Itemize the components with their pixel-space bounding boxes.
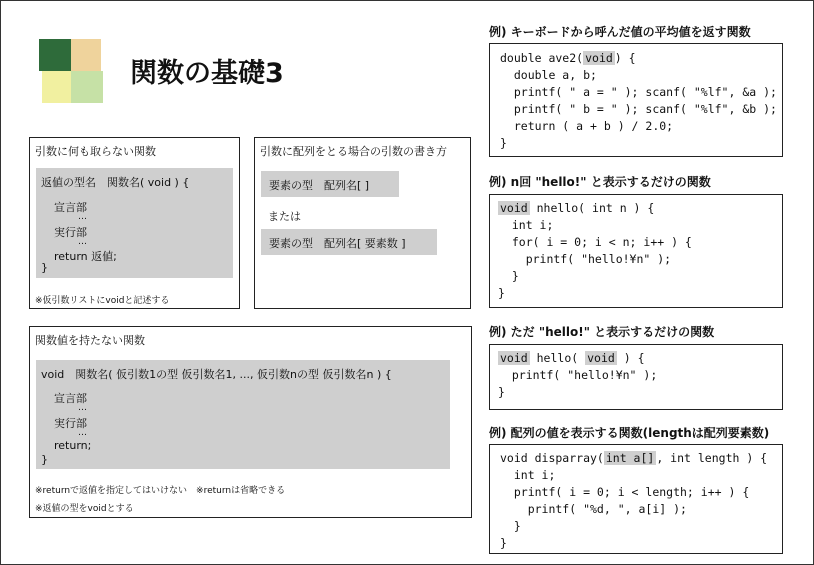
example-heading: 例) ただ "hello!" と表示するだけの関数 (489, 325, 715, 339)
code-text: hello( (529, 351, 586, 365)
logo-square-yellow (42, 71, 73, 103)
void-highlight: void (500, 351, 528, 365)
note: ※返値の型をvoidとする (35, 504, 134, 514)
code-line: for( i = 0; i < n; i++ ) { (498, 235, 692, 249)
ellipsis: … (78, 428, 87, 438)
code-line: } (41, 261, 48, 274)
code-line: printf( i = 0; i < length; i++ ) { (500, 485, 750, 499)
ellipsis: … (78, 212, 87, 222)
code-text: nhello( int n ) { (529, 201, 655, 215)
box-heading: 関数値を持たない関数 (35, 334, 145, 347)
note: ※仮引数リストにvoidと記述する (35, 296, 170, 306)
code-text: ) { (614, 51, 636, 65)
ellipsis: … (78, 237, 87, 247)
array-arg-box (254, 137, 471, 309)
code-line: } (498, 385, 505, 399)
example-heading: 例) 配列の値を表示する関数(lengthは配列要素数) (489, 426, 770, 440)
example-ave2-code (489, 43, 783, 157)
code-text: ) { (616, 351, 645, 365)
code-line: int i; (498, 218, 554, 232)
code-line: 宣言部 (54, 201, 87, 214)
code-line (498, 350, 782, 367)
code-line: 実行部 (54, 226, 87, 239)
logo-square-lightgreen (71, 71, 103, 103)
code-text: void disparray( (500, 451, 604, 465)
array-form-2 (261, 229, 437, 255)
code-line: return ( a + b ) / 2.0; (500, 119, 674, 133)
page-title: 関数の基礎3 (130, 58, 284, 89)
box-heading: 引数に配列をとる場合の引数の書き方 (260, 145, 447, 158)
code-line: void 関数名( 仮引数1の型 仮引数名1, ..., 仮引数nの型 仮引数名n ) { (41, 368, 392, 381)
array-form-1-text: 要素の型 配列名[ ] (269, 179, 370, 192)
code-text: double ave2( (500, 51, 584, 65)
note: ※returnで返値を指定してはいけない ※returnは省略できる (35, 486, 286, 496)
void-highlight: void (585, 51, 613, 65)
example-heading: 例) n回 "hello!" と表示するだけの関数 (489, 175, 711, 189)
param-highlight: int a[] (605, 451, 655, 465)
code-line: } (500, 519, 521, 533)
no-args-function-box (29, 137, 240, 309)
code-line: printf( " a = " ); scanf( "%lf", &a ); (500, 85, 777, 99)
logo-square-darkgreen (39, 39, 71, 71)
code-line (500, 450, 782, 467)
array-form-1 (261, 171, 399, 197)
code-line (498, 200, 782, 217)
example-heading: 例) キーボードから呼んだ値の平均値を返す関数 (489, 25, 751, 39)
code-line: int i; (500, 468, 556, 482)
void-highlight: void (500, 201, 528, 215)
code-block (36, 168, 233, 278)
code-line: 宣言部 (54, 392, 87, 405)
void-highlight: void (587, 351, 615, 365)
code-line: printf( "%d, ", a[i] ); (500, 502, 687, 516)
example-disparray-code (489, 444, 783, 554)
array-form-2-text: 要素の型 配列名[ 要素数 ] (269, 237, 406, 250)
code-line: printf( "hello!¥n" ); (498, 368, 658, 382)
example-nhello-code (489, 194, 783, 308)
title-logo (39, 39, 105, 105)
code-line: printf( " b = " ); scanf( "%lf", &b ); (500, 102, 777, 116)
example-hello-code (489, 344, 783, 410)
code-line: 実行部 (54, 417, 87, 430)
box-heading: 引数に何も取らない関数 (35, 145, 156, 158)
code-line: double a, b; (500, 68, 597, 82)
logo-square-beige (71, 39, 101, 71)
or-label: または (268, 210, 301, 223)
code-line: } (498, 269, 519, 283)
void-function-box (29, 326, 472, 518)
code-line: } (41, 453, 48, 466)
code-line: printf( "hello!¥n" ); (498, 252, 672, 266)
code-line (500, 50, 782, 67)
code-line: } (498, 286, 505, 300)
code-line: return 返値; (54, 250, 117, 263)
code-line: return; (54, 439, 92, 452)
code-line: } (500, 536, 507, 550)
ellipsis: … (78, 403, 87, 413)
code-line: 返値の型名 関数名( void ) { (41, 176, 190, 189)
code-block (36, 360, 450, 469)
code-text: , int length ) { (656, 451, 768, 465)
code-line: } (500, 136, 507, 150)
